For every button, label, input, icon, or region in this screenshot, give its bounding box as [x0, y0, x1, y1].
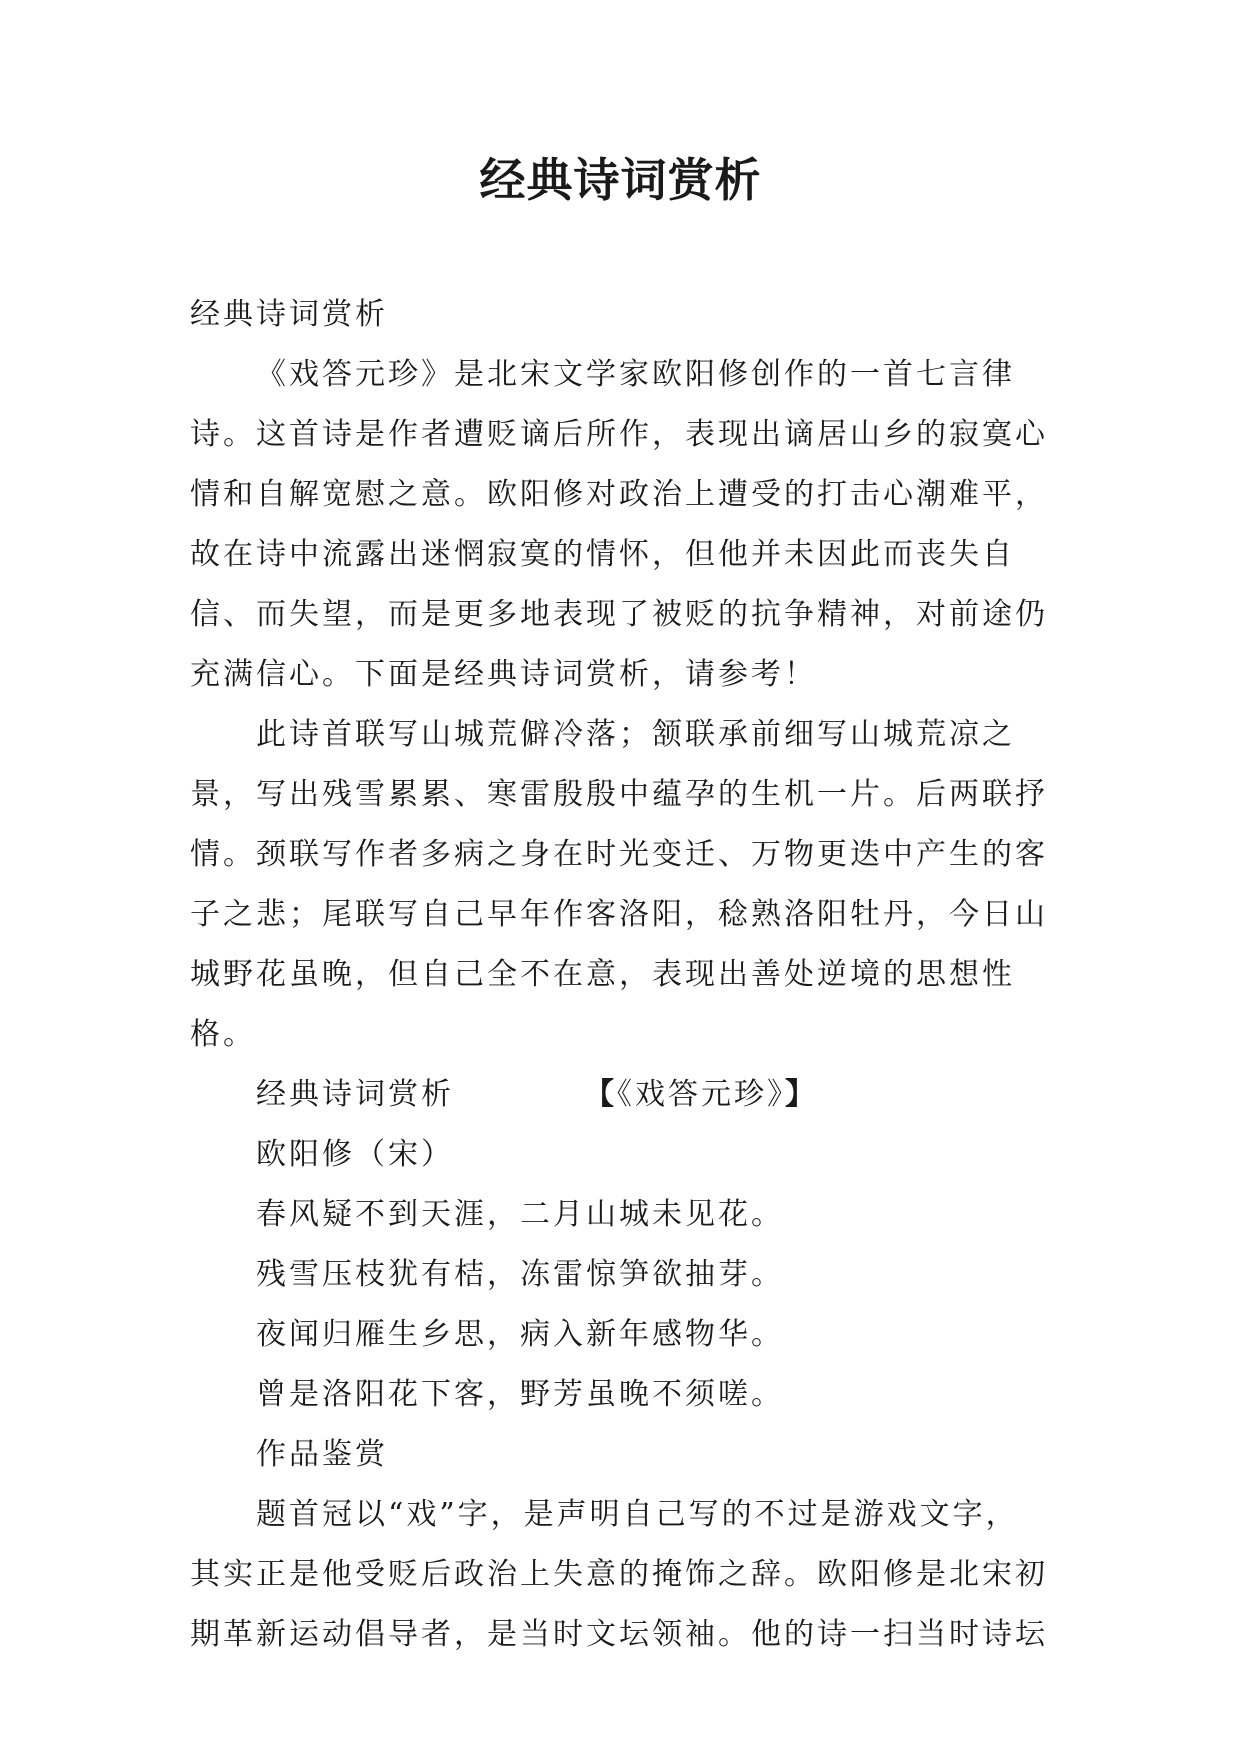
appreciation-paragraph: 题首冠以“戏”字，是声明自己写的不过是游戏文字，其实正是他受贬后政治上失意的掩饰之辞。欧阳修是北宋初期革新运动倡导者，是当时文坛领袖。他的诗一扫当时诗坛: [190, 1497, 1048, 1652]
analysis-paragraph: 此诗首联写山城荒僻冷落；颔联承前细写山城荒凉之景，写出残雪累累、寒雷殷殷中蕴孕的生机一片。后两联抒情。颈联写作者多病之身在时光变迁、万物更迭中产生的客子之悲；尾联写自己早年作客洛阳，稔熟洛阳牡丹，今日山城野花虽晚，但自己全不在意，表现出善处逆境的思想性格。: [190, 717, 1048, 1052]
poem-line: 夜闻归雁生乡思，病入新年感物华。: [256, 1317, 784, 1352]
poem-title: 《戏答元珍》: [617, 1077, 785, 1112]
poem-line: 春风疑不到天涯，二月山城未见花。: [256, 1197, 784, 1232]
poem-heading-bracket-title: [518, 1065, 818, 1125]
poem-line: 曾是洛阳花下客，野芳虽晚不须嗟。: [256, 1377, 784, 1412]
poem-heading: [190, 1065, 1050, 1125]
poem-heading-bracket-close: 】: [785, 1077, 818, 1112]
appreciation-heading: 作品鉴赏: [256, 1437, 388, 1472]
page-title: 经典诗词赏析: [479, 153, 762, 207]
poem-heading-bracket-open: 【: [584, 1077, 617, 1112]
poem-heading-label: 经典诗词赏析: [256, 1077, 454, 1112]
poem-line: 残雪压枝犹有桔，冻雷惊笋欲抽芽。: [256, 1257, 784, 1292]
author-line: 欧阳修（宋）: [256, 1137, 454, 1172]
document-body: [190, 285, 1050, 1665]
intro-paragraph: 《戏答元珍》是北宋文学家欧阳修创作的一首七言律诗。这首诗是作者遭贬谪后所作，表现出谪居山乡的寂寞心情和自解宽慰之意。欧阳修对政治上遭受的打击心潮难平，故在诗中流露出迷惘寂寞的情怀，但他并未因此而丧失自信、而失望，而是更多地表现了被贬的抗争精神，对前途仍充满信心。下面是经典诗词赏析，请参考！: [190, 357, 1048, 692]
subtitle-line: 经典诗词赏析: [190, 297, 388, 332]
